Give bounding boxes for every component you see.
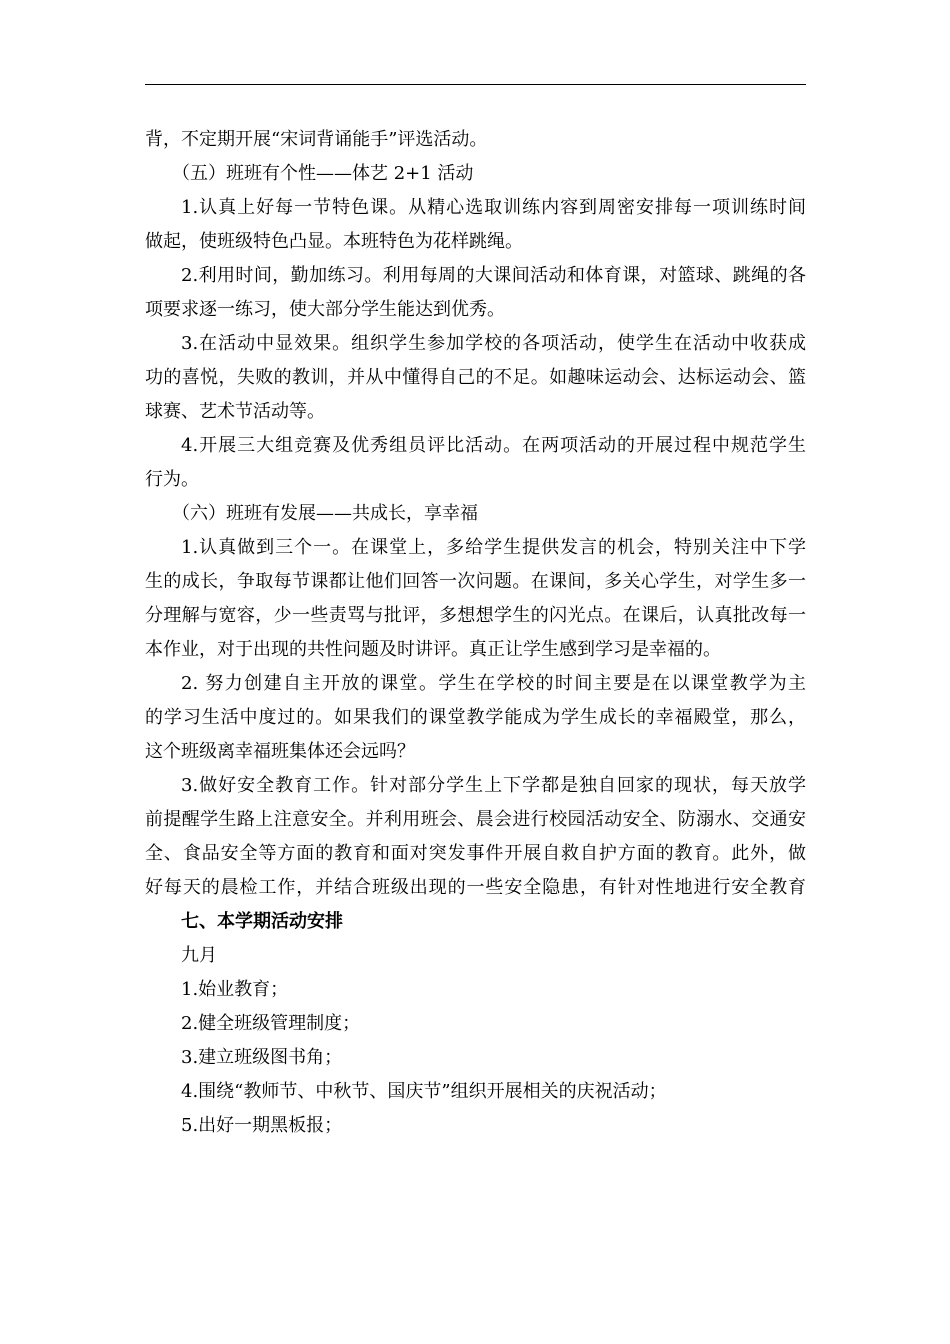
text-line: 4.开展三大组竞赛及优秀组员评比活动。在两项活动的开展过程中规范学生 (181, 435, 806, 456)
chapter-heading: 七、本学期活动安排 (181, 911, 343, 932)
text-line: 分理解与宽容，少一些责骂与批评，多想想学生的闪光点。在课后，认真批改每一 (145, 605, 806, 626)
text-line: 1.认真做到三个一。在课堂上，多给学生提供发言的机会，特别关注中下学 (181, 537, 806, 558)
text-line: 项要求逐一练习，使大部分学生能达到优秀。 (145, 299, 505, 320)
list-item: 2.健全班级管理制度； (181, 1013, 361, 1034)
text-line: 做起，使班级特色凸显。本班特色为花样跳绳。 (145, 231, 523, 252)
text-line: 的学习生活中度过的。如果我们的课堂教学能成为学生成长的幸福殿堂，那么， (145, 707, 806, 728)
text-line: 2.利用时间，勤加练习。利用每周的大课间活动和体育课，对篮球、跳绳的各 (181, 265, 806, 286)
header-rule (145, 84, 806, 85)
text-line: 这个班级离幸福班集体还会远吗？ (145, 741, 415, 762)
section-heading: （五）班班有个性——体艺 2+1 活动 (172, 163, 474, 184)
month-label: 九月 (181, 945, 217, 966)
text-line: 行为。 (145, 469, 199, 490)
list-item: 3.建立班级图书角； (181, 1047, 343, 1068)
text-line: 3.在活动中显效果。组织学生参加学校的各项活动，使学生在活动中收获成 (181, 333, 806, 354)
list-item: 1.始业教育； (181, 979, 289, 1000)
text-line: 全、食品安全等方面的教育和面对突发事件开展自救自护方面的教育。此外，做 (145, 843, 806, 864)
text-line: 1.认真上好每一节特色课。从精心选取训练内容到周密安排每一项训练时间 (181, 197, 806, 218)
text-line: 背，不定期开展“宋词背诵能手”评选活动。 (145, 129, 488, 150)
text-line: 本作业，对于出现的共性问题及时讲评。真正让学生感到学习是幸福的。 (145, 639, 721, 660)
list-item: 4.围绕“教师节、中秋节、国庆节”组织开展相关的庆祝活动； (181, 1081, 667, 1102)
section-heading: （六）班班有发展——共成长，享幸福 (172, 503, 478, 524)
text-line: 2. 努力创建自主开放的课堂。学生在学校的时间主要是在以课堂教学为主 (181, 673, 806, 694)
text-line: 好每天的晨检工作，并结合班级出现的一些安全隐患，有针对性地进行安全教育 (145, 877, 806, 898)
text-line: 球赛、艺术节活动等。 (145, 401, 325, 422)
text-line: 生的成长，争取每节课都让他们回答一次问题。在课间，多关心学生，对学生多一 (145, 571, 806, 592)
text-line: 功的喜悦，失败的教训，并从中懂得自己的不足。如趣味运动会、达标运动会、篮 (145, 367, 806, 388)
list-item: 5.出好一期黑板报； (181, 1115, 343, 1136)
text-line: 3.做好安全教育工作。针对部分学生上下学都是独自回家的现状，每天放学 (181, 775, 806, 796)
document-body (145, 123, 806, 1143)
text-line: 前提醒学生路上注意安全。并利用班会、晨会进行校园活动安全、防溺水、交通安 (145, 809, 806, 830)
